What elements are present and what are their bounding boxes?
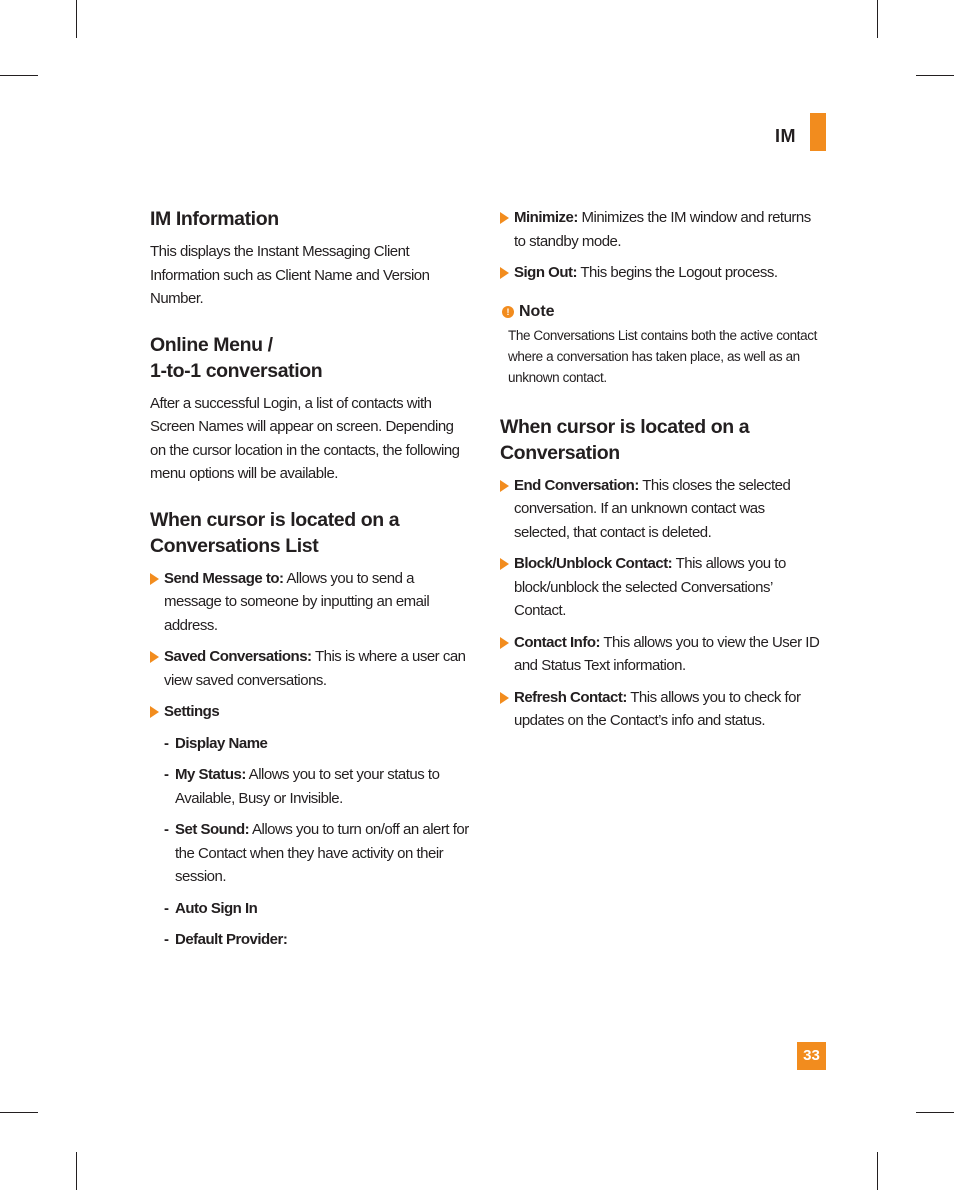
settings-sub-item	[150, 897, 472, 921]
bullet-desc: Allows you to send a message to someone by inputting an email address.	[164, 569, 430, 634]
crop-mark	[877, 0, 878, 38]
sub-term: Auto Sign In	[175, 899, 258, 917]
conversation-heading	[500, 414, 822, 466]
dash-marker: -	[164, 734, 169, 752]
bullet-term: Sign Out:	[514, 264, 577, 281]
crop-mark	[916, 1112, 954, 1113]
exclamation-icon: !	[502, 306, 514, 318]
right-column	[500, 206, 822, 741]
sub-desc: Allows you to set your status to Available, Busy or Invisible.	[175, 766, 440, 807]
left-column	[150, 206, 472, 960]
heading-line: 1-to-1 conversation	[150, 359, 323, 382]
bullet-arrow-icon	[500, 212, 509, 224]
sub-term: Display Name	[175, 734, 268, 752]
settings-sub-item	[150, 732, 472, 756]
conv-list-heading	[150, 507, 472, 559]
bullet-item	[500, 552, 822, 623]
heading-line: Conversation	[500, 441, 620, 464]
bullet-term: Saved Conversations:	[164, 648, 312, 665]
section-tab	[810, 113, 826, 151]
bullet-item	[150, 645, 472, 692]
bullet-desc: This allows you to check for updates on the Contact’s info and status.	[514, 688, 801, 729]
bullet-arrow-icon	[500, 692, 509, 704]
crop-mark	[76, 0, 77, 38]
sub-term: My Status:	[175, 766, 246, 783]
heading-line: Online Menu /	[150, 333, 273, 356]
bullet-arrow-icon	[150, 651, 159, 663]
page-number: 33	[797, 1042, 826, 1070]
note-title: Note	[519, 302, 555, 320]
bullet-item	[500, 686, 822, 733]
im-info-body: This displays the Instant Messaging Client Information such as Client Name and Version Number.	[150, 243, 430, 307]
bullet-arrow-icon	[150, 706, 159, 718]
dash-marker: -	[164, 899, 169, 917]
settings-sub-item	[150, 928, 472, 952]
crop-mark	[76, 1152, 77, 1190]
crop-mark	[916, 75, 954, 76]
bullet-desc: This allows you to block/unblock the selected Conversations’ Contact.	[514, 555, 786, 619]
bullet-desc: This is where a user can view saved conversations.	[164, 648, 466, 689]
note-header	[502, 301, 822, 323]
dash-marker: -	[164, 766, 169, 783]
bullet-term: Block/Unblock Contact:	[514, 555, 673, 572]
bullet-arrow-icon	[500, 558, 509, 570]
sub-term: Default Provider:	[175, 931, 288, 948]
heading-line: Conversations List	[150, 534, 319, 557]
bullet-item	[150, 700, 472, 724]
bullet-term: Contact Info:	[514, 633, 600, 651]
crop-mark	[0, 1112, 38, 1113]
bullet-item	[500, 206, 822, 253]
sub-desc: Allows you to turn on/off an alert for the Contact when they have activity on their session.	[175, 821, 469, 885]
bullet-arrow-icon	[150, 573, 159, 585]
bullet-item	[500, 261, 822, 285]
note-body: The Conversations List contains both the active contact where a conversation has taken place, as well as an unknown contact.	[508, 327, 817, 385]
dash-marker: -	[164, 931, 169, 948]
bullet-item	[150, 567, 472, 638]
bullet-desc: This begins the Logout process.	[577, 264, 778, 281]
online-menu-heading	[150, 332, 472, 384]
crop-mark	[0, 75, 38, 76]
settings-sub-item	[150, 818, 472, 889]
im-info-heading: IM Information	[150, 208, 279, 230]
sub-term: Set Sound:	[175, 821, 250, 838]
crop-mark	[877, 1152, 878, 1190]
bullet-arrow-icon	[500, 637, 509, 649]
bullet-desc: This allows you to view the User ID and Status Text information.	[514, 633, 820, 674]
online-menu-body: After a successful Login, a list of contacts with Screen Names will appear on screen. Depending on the cursor location in the contacts, the following menu options will be available.	[150, 394, 460, 482]
section-label: IM	[775, 126, 796, 146]
dash-marker: -	[164, 821, 169, 838]
heading-line: When cursor is located on a	[500, 415, 750, 438]
settings-sub-item	[150, 763, 472, 810]
bullet-term: Settings	[164, 703, 220, 720]
heading-line: When cursor is located on a	[150, 508, 400, 531]
bullet-term: End Conversation:	[514, 476, 639, 494]
bullet-item	[500, 631, 822, 678]
bullet-arrow-icon	[500, 267, 509, 279]
bullet-desc: Minimizes the IM window and returns to standby mode.	[514, 209, 811, 250]
bullet-item	[500, 474, 822, 545]
bullet-term: Refresh Contact:	[514, 688, 627, 706]
bullet-term: Send Message to:	[164, 569, 284, 587]
bullet-arrow-icon	[500, 480, 509, 492]
bullet-term: Minimize:	[514, 209, 578, 226]
bullet-desc: This closes the selected conversation. If an unknown contact was selected, that contact is deleted.	[514, 476, 791, 541]
